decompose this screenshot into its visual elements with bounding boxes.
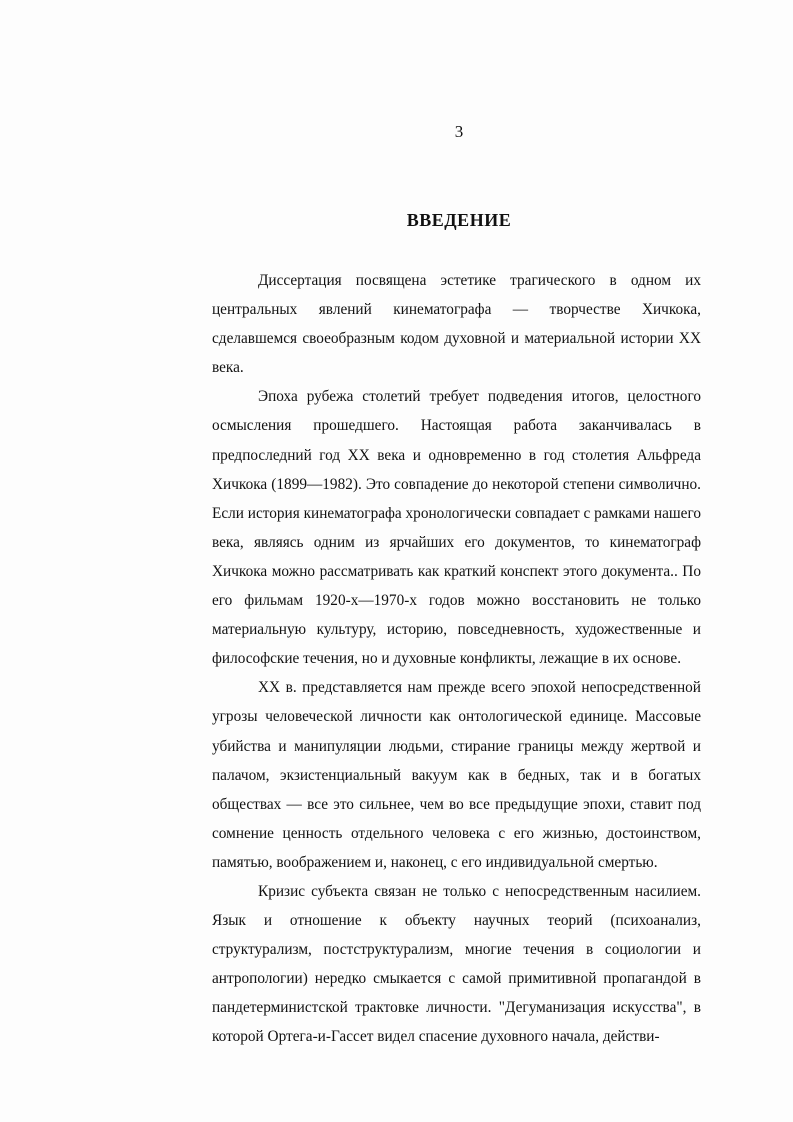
paragraph: XX в. представляется нам прежде всего эпохой непосредственной угрозы человеческой личности как онтологической единице. Массовые убийства и манипуляции людьми, стирание границы между жертвой и палачом, экзистенциальный вакуум как в бедных, так и в богатых обществах — все это сильнее, чем во все предыдущие эпохи, ставит под сомнение ценность отдельного человека с его жизнью, достоинством, памятью, воображением и, наконец, с его индивидуальной смертью. [212, 679, 701, 871]
paragraph: Эпоха рубежа столетий требует подведения итогов, целостного осмысления прошедшего. Настоящая работа заканчивалась в предпоследний год XX века и одновременно в год столетия Альфреда Хичкока (1899—1982). Это совпадение до некоторой степени символично. Если история кинематографа хронологически совпадает с рамками нашего века, являясь одним из ярчайших его документов, то кинематограф Хичкока можно рассматривать как краткий конспект этого документа.. По его фильмам 1920-х—1970-х годов можно восстановить не только материальную культуру, историю, повседневность, художественные и философские течения, но и духовные конфликты, лежащие в их основе. [212, 388, 701, 668]
paragraph: Диссертация посвящена эстетике трагического в одном их центральных явлений кинематографа — творчестве Хичкока, сделавшемся своеобразным кодом духовной и материальной истории XX века. [212, 272, 701, 377]
paragraph: Кризис субъекта связан не только с непосредственным насилием. Язык и отношение к объекту научных теорий (психоанализ, структурализм, постструктурализм, многие течения в социологии и антропологии) нередко смыкается с самой примитивной пропагандой в пандетерминистской трактовке личности. "Дегуманизация искусства", в которой Ортега-и-Гассет видел спасение духовного начала, действи- [212, 882, 701, 1046]
page-number: 3 [454, 122, 464, 141]
body-text [212, 266, 701, 1052]
page-title: ВВЕДЕНИЕ [406, 210, 512, 230]
